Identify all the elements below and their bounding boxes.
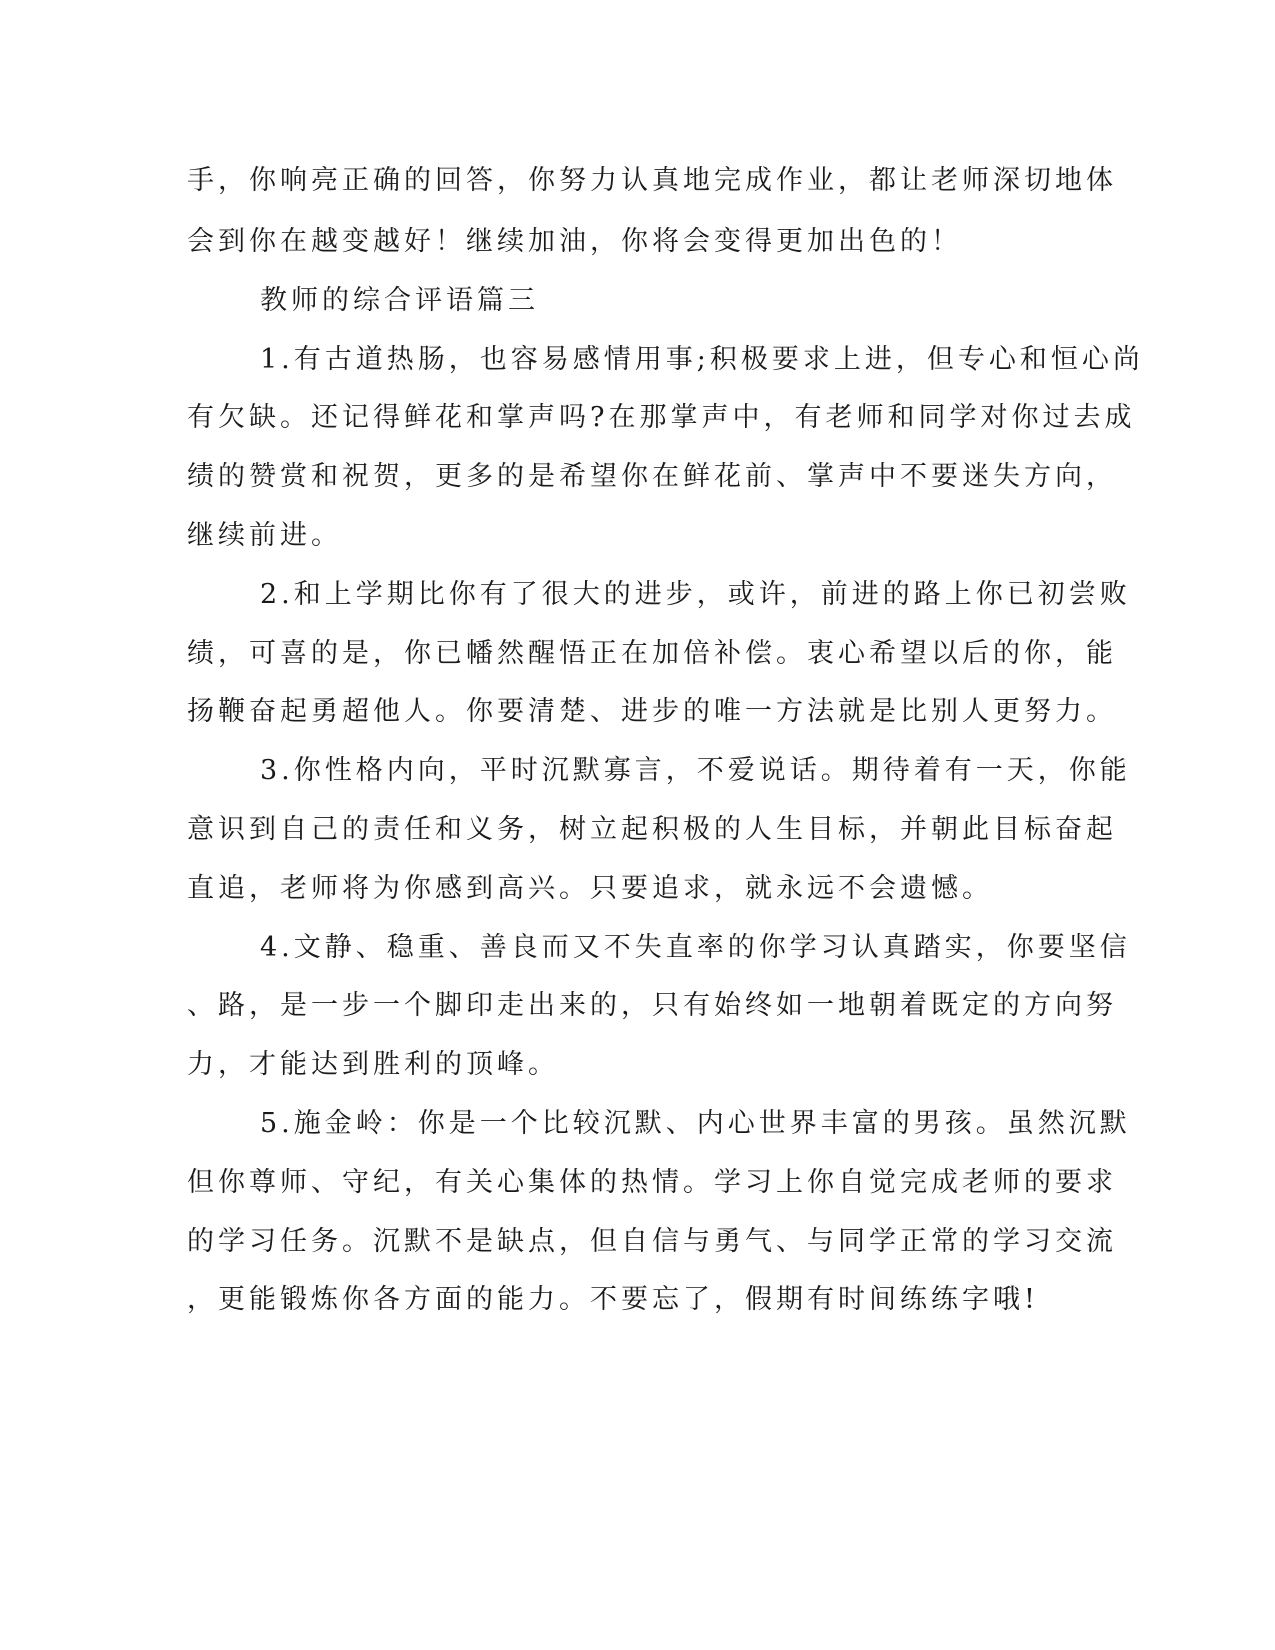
text-line: 手，你响亮正确的回答，你努力认真地完成作业，都让老师深切地体	[187, 165, 1117, 196]
paragraph-5-line: 的学习任务。沉默不是缺点，但自信与勇气、与同学正常的学习交流	[187, 1226, 1117, 1257]
paragraph-4-line: 力，才能达到胜利的顶峰。	[187, 1049, 559, 1080]
paragraph-3-line: 直追，老师将为你感到高兴。只要追求，就永远不会遗憾。	[187, 873, 993, 904]
paragraph-2-line: 绩，可喜的是，你已幡然醒悟正在加倍补偿。衷心希望以后的你，能	[187, 638, 1117, 669]
paragraph-2-line: 扬鞭奋起勇超他人。你要清楚、进步的唯一方法就是比别人更努力。	[187, 696, 1117, 727]
paragraph-5-line: 5.施金岭：你是一个比较沉默、内心世界丰富的男孩。虽然沉默	[260, 1108, 1131, 1139]
paragraph-5-line: 但你尊师、守纪，有关心集体的热情。学习上你自觉完成老师的要求	[187, 1167, 1117, 1198]
paragraph-4-line: 、路，是一步一个脚印走出来的，只有始终如一地朝着既定的方向努	[187, 990, 1117, 1021]
paragraph-1-line: 继续前进。	[187, 520, 342, 551]
paragraph-5-line: ，更能锻炼你各方面的能力。不要忘了，假期有时间练练字哦!	[187, 1284, 1039, 1315]
paragraph-3-line: 意识到自己的责任和义务，树立起积极的人生目标，并朝此目标奋起	[187, 814, 1117, 845]
paragraph-1-line: 1.有古道热肠，也容易感情用事;积极要求上进，但专心和恒心尚	[260, 344, 1144, 375]
text-line: 会到你在越变越好！继续加油，你将会变得更加出色的！	[187, 226, 962, 257]
paragraph-4-line: 4.文静、稳重、善良而又不失直率的你学习认真踏实，你要坚信	[260, 932, 1131, 963]
paragraph-2-line: 2.和上学期比你有了很大的进步，或许，前进的路上你已初尝败	[260, 579, 1131, 610]
paragraph-1-line: 绩的赞赏和祝贺，更多的是希望你在鲜花前、掌声中不要迷失方向，	[187, 461, 1117, 492]
section-heading: 教师的综合评语篇三	[260, 285, 539, 316]
paragraph-1-line: 有欠缺。还记得鲜花和掌声吗?在那掌声中，有老师和同学对你过去成	[187, 402, 1136, 433]
paragraph-3-line: 3.你性格内向，平时沉默寡言，不爱说话。期待着有一天，你能	[260, 755, 1131, 786]
